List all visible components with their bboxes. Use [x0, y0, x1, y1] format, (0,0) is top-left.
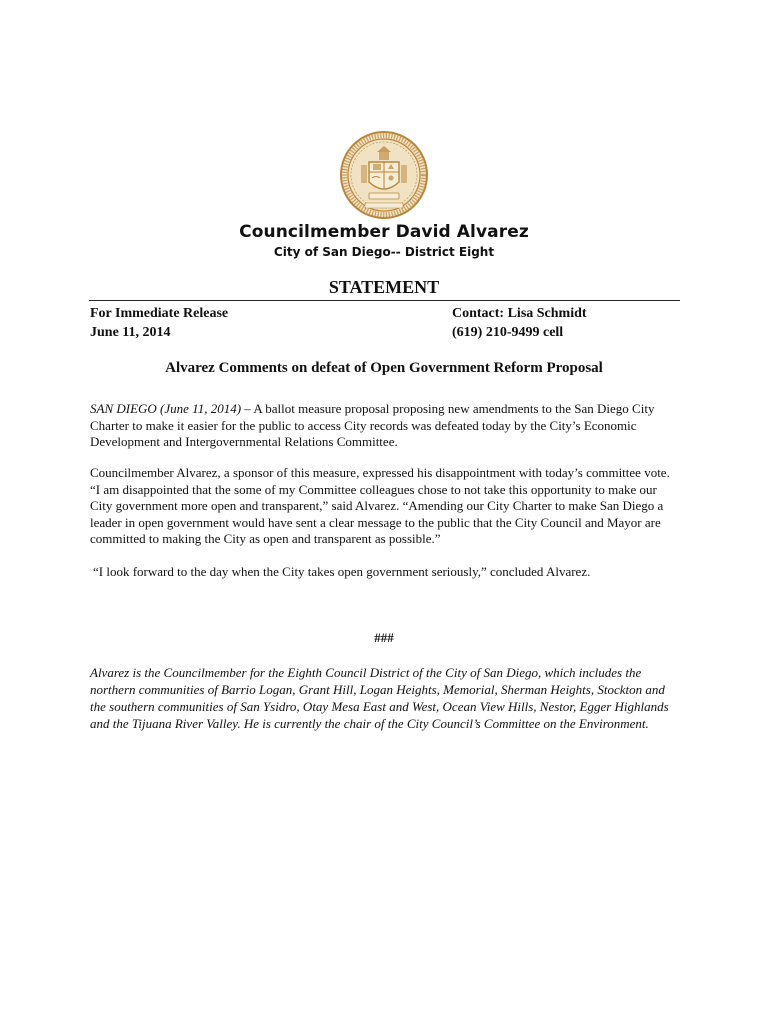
document-type-heading: STATEMENT [328, 277, 440, 297]
councilmember-bio: Alvarez is the Councilmember for the Eighth Council District of the City of San Diego, which includes the northern communities of Barrio Logan, Grant Hill, Logan Heights, Memorial, Sherman Heights, Stockton and the southern communities of San Ysidro, Otay Mesa East and West, Ocean View Hills, Nestor, Egger Highlands and the Tijuana River Valley. He is currently the chair of the City Council’s Committee on the Environment. [90, 665, 669, 731]
release-label: For Immediate Release [90, 306, 229, 321]
contact-phone: (619) 210-9499 cell [452, 325, 564, 340]
body-paragraph-1 [90, 401, 680, 451]
city-seal-icon [339, 130, 429, 220]
paragraph-1-text: – A ballot measure proposal proposing new amendments to the San Diego City Charter to make it easier for the public to access City records was defeated today by the City’s Economic Development and Intergovernmental Relations Committee. [90, 401, 655, 449]
body-paragraph-2: Councilmember Alvarez, a sponsor of this measure, expressed his disappointment with today’s committee vote. “I am disappointed that the some of my Committee colleagues chose to not take this opportunity to make our City government more open and transparent,” said Alvarez. “Amending our City Charter to make San Diego a leader in open government would have sent a clear message to the public that the City Council and Mayor are committed to making the City as open and transparent as possible.” [90, 465, 670, 546]
header-divider [89, 300, 680, 301]
contact-name: Contact: Lisa Schmidt [452, 306, 587, 321]
end-mark: ### [374, 630, 394, 645]
statement-headline: Alvarez Comments on defeat of Open Government Reform Proposal [165, 360, 603, 376]
district-subtitle: City of San Diego-- District Eight [273, 245, 495, 259]
dateline: SAN DIEGO (June 11, 2014) [90, 401, 242, 416]
release-date: June 11, 2014 [90, 325, 171, 340]
councilmember-name: Councilmember David Alvarez [239, 222, 529, 242]
contact-info [452, 304, 587, 342]
release-info [90, 304, 228, 342]
body-paragraph-3: “I look forward to the day when the City takes open government seriously,” concluded Alvarez. [93, 564, 591, 579]
